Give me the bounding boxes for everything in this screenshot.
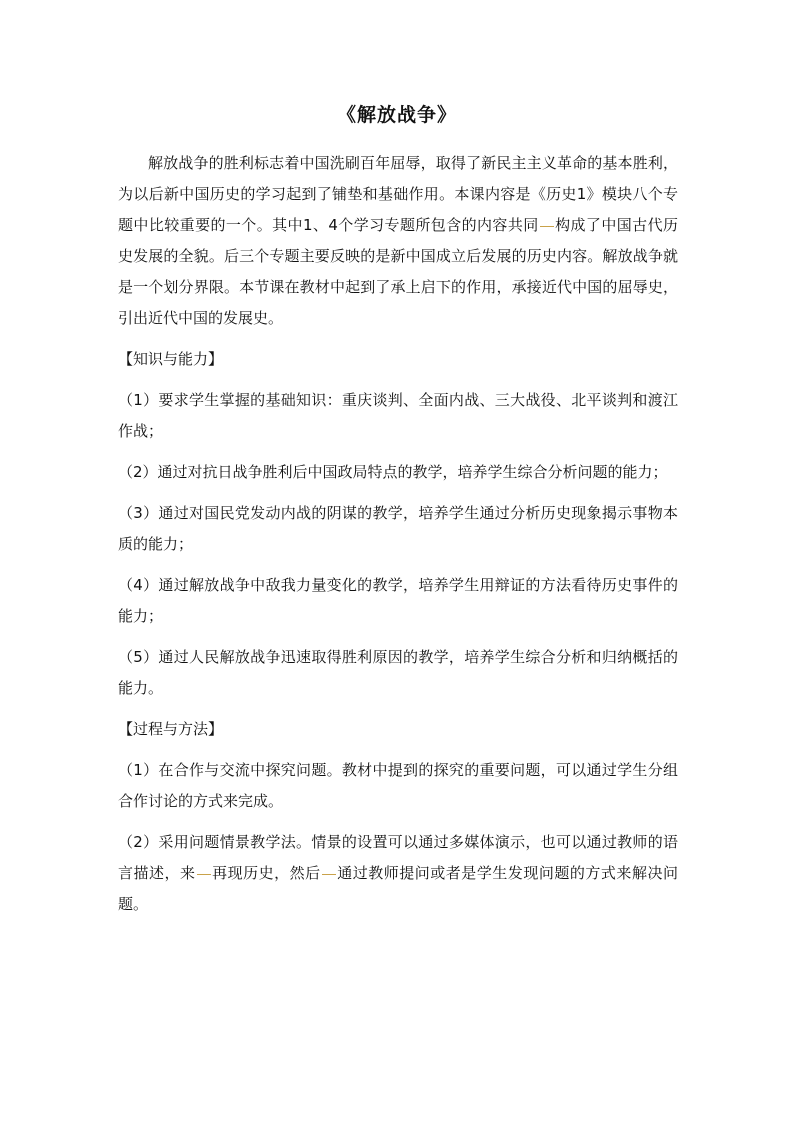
intro-text-part2: 构成了中国古代历史发展的全貌。后三个专题主要反映的是新中国成立后发展的历史内容。解放战争就是一个划分界限。本节课在教材中起到了承上启下的作用，承接近代中国的屈辱史，引出近代中国的发展史。 bbox=[118, 216, 678, 327]
intro-paragraph bbox=[118, 148, 678, 334]
section-heading-process: 【过程与方法】 bbox=[118, 720, 224, 738]
knowledge-item-3: （3）通过对国民党发动内战的阴谋的教学，培养学生通过分析历史现象揭示事物本质的能力； bbox=[118, 504, 678, 553]
process-item-2-part3: 通过教师提问或者是学生发现问题的方式来解决问题。 bbox=[118, 864, 678, 913]
underline-mark bbox=[197, 873, 211, 875]
process-item-2-part1: （2）采用问题情景教学法。情景的设置可以通过多媒体演示，也可以通过教师的语言描述，来 bbox=[118, 833, 678, 882]
document-title: 《解放战争》 bbox=[336, 104, 457, 126]
process-item-2-part2: 再现历史，然后 bbox=[211, 864, 321, 882]
process-item-1: （1）在合作与交流中探究问题。教材中提到的探究的重要问题，可以通过学生分组合作讨论的方式来完成。 bbox=[118, 761, 678, 810]
knowledge-item-1: （1）要求学生掌握的基础知识：重庆谈判、全面内战、三大战役、北平谈判和渡江作战； bbox=[118, 391, 678, 440]
underline-mark bbox=[540, 225, 554, 227]
section-heading-knowledge: 【知识与能力】 bbox=[118, 350, 224, 368]
knowledge-item-2: （2）通过对抗日战争胜利后中国政局特点的教学，培养学生综合分析问题的能力； bbox=[118, 463, 668, 481]
underline-mark bbox=[322, 873, 336, 875]
knowledge-item-5: （5）通过人民解放战争迅速取得胜利原因的教学，培养学生综合分析和归纳概括的能力。 bbox=[118, 648, 678, 697]
intro-text-part1: 解放战争的胜利标志着中国洗刷百年屈辱，取得了新民主主义革命的基本胜利，为以后新中国历史的学习起到了铺垫和基础作用。本课内容是《历史1》模块八个专题中比较重要的一个。其中1、4个学习专题所包含的内容共同 bbox=[118, 154, 678, 234]
process-item-2 bbox=[118, 827, 678, 920]
document-body bbox=[118, 148, 678, 920]
knowledge-item-4: （4）通过解放战争中敌我力量变化的教学，培养学生用辩证的方法看待历史事件的能力； bbox=[118, 576, 678, 625]
